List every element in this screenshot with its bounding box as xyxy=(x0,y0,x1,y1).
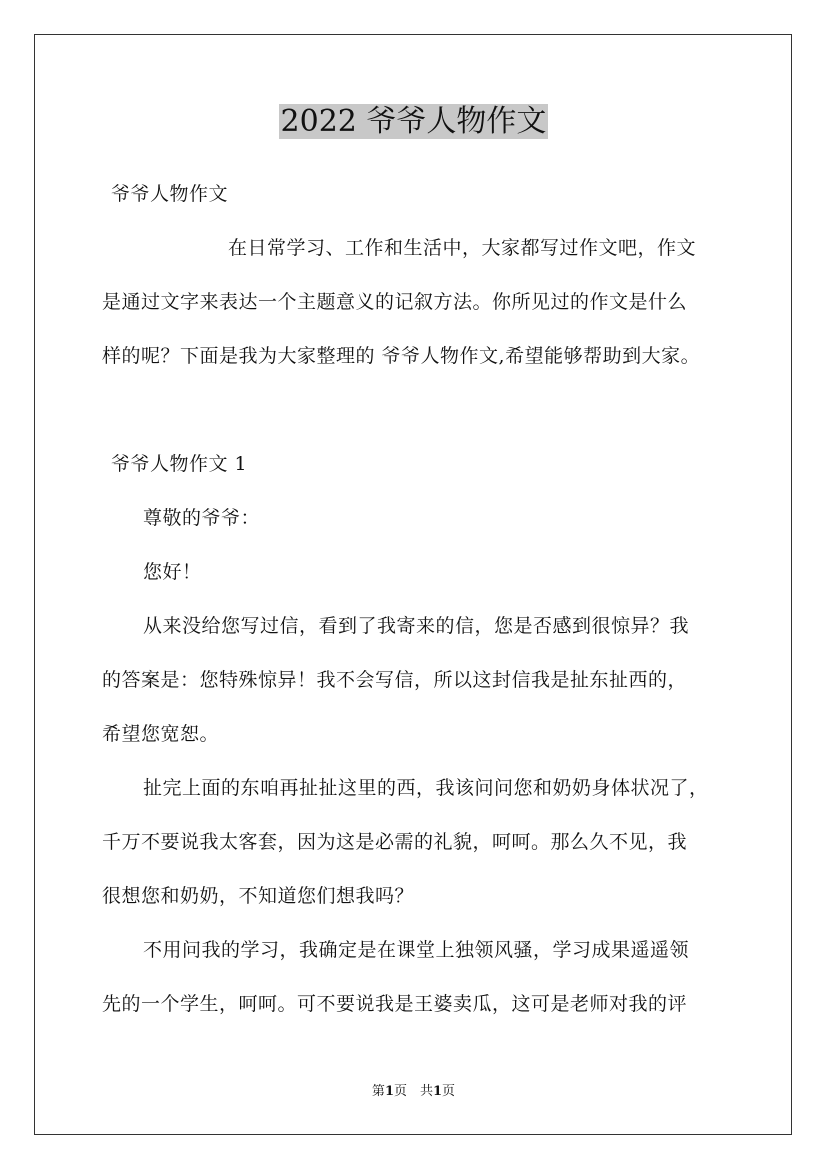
letter-salutation: 尊敬的爷爷： xyxy=(143,507,261,529)
paragraph-2-line-2: 千万不要说我太客套，因为这是必需的礼貌，呵呵。那么久不见，我 xyxy=(102,831,688,853)
paragraph-1-line-2: 的答案是：您特殊惊异！我不会写信，所以这封信我是扯东扯西的， xyxy=(102,669,688,691)
section-heading: 爷爷人物作文 1 xyxy=(111,453,248,475)
footer-page-suffix: 页 xyxy=(442,1084,456,1099)
paragraph-3-line-1: 不用问我的学习，我确定是在课堂上独领风骚，学习成果遥遥领 xyxy=(143,939,690,961)
intro-line-3: 样的呢？下面是我为大家整理的 爷爷人物作文,希望能够帮助到大家。 xyxy=(102,345,701,367)
paragraph-1-line-3: 希望您宽恕。 xyxy=(102,723,220,745)
paragraph-2-line-3: 很想您和奶奶，不知道您们想我吗？ xyxy=(102,885,415,907)
intro-line-2: 是通过文字来表达一个主题意义的记叙方法。你所见过的作文是什么 xyxy=(102,291,688,313)
footer-page-prefix: 第 xyxy=(371,1084,385,1099)
paragraph-1-line-1: 从来没给您写过信，看到了我寄来的信，您是否感到很惊异？我 xyxy=(143,615,690,637)
document-title-text: 2022 爷爷人物作文 xyxy=(280,104,547,139)
paragraph-2-line-1: 扯完上面的东咱再扯扯这里的西，我该问问您和奶奶身体状况了， xyxy=(143,777,709,799)
intro-line-1: 在日常学习、工作和生活中，大家都写过作文吧，作文 xyxy=(228,237,697,259)
page-footer xyxy=(0,1082,827,1102)
document-subtitle: 爷爷人物作文 xyxy=(111,183,229,205)
paragraph-3-line-2: 先的一个学生，呵呵。可不要说我是王婆卖瓜，这可是老师对我的评 xyxy=(102,993,688,1015)
footer-page-current: 1 xyxy=(384,1084,394,1099)
letter-greeting: 您好！ xyxy=(143,561,202,583)
footer-page-total: 1 xyxy=(433,1084,443,1099)
footer-page-mid: 页 共 xyxy=(393,1084,433,1099)
document-title xyxy=(0,100,827,144)
